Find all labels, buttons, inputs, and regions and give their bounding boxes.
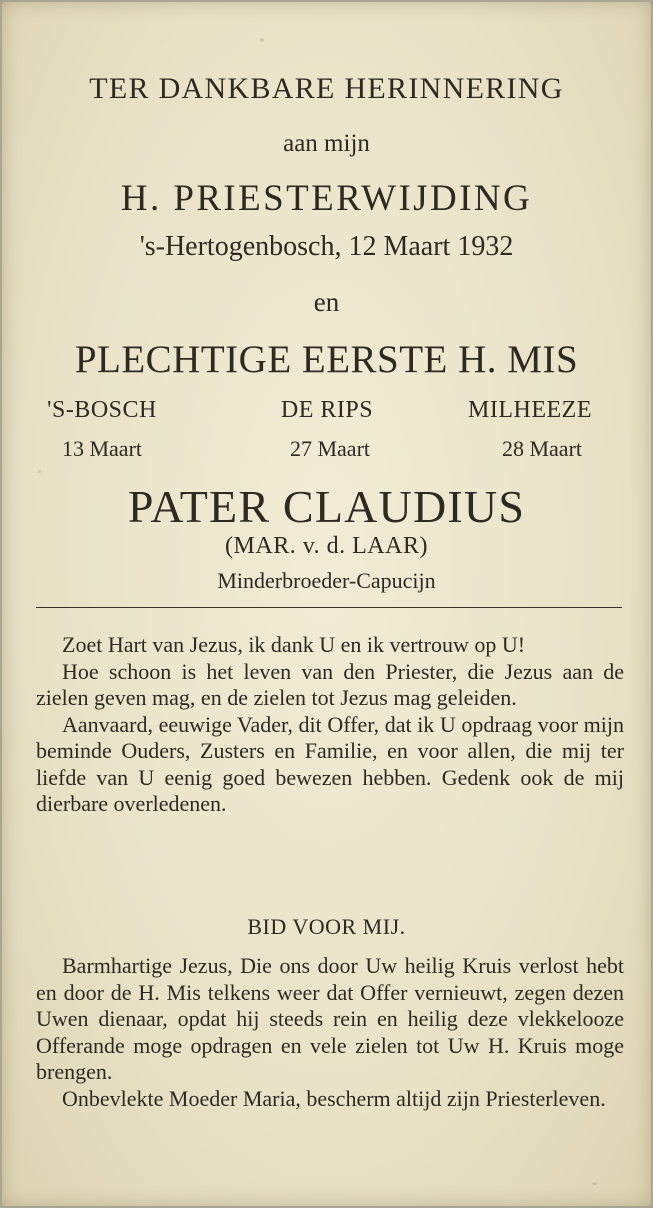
bid-voor-mij-heading: BID VOOR MIJ. <box>247 914 406 939</box>
prayer-paragraph: Aanvaard, eeuwige Vader, dit Offer, dat ik U opdraag voor mijn beminde Ouders, Zusters en Familie, en voor allen, die mij ter liefde van U eenig goed bewezen hebben. Gedenk ook de mij dierbare overledenen. <box>36 711 624 816</box>
memorial-card <box>2 2 651 1206</box>
paper-fleck <box>592 1182 597 1185</box>
divider <box>36 607 622 608</box>
mass-date-2: 27 Maart <box>289 436 371 461</box>
mass-date-3: 28 Maart <box>501 436 583 461</box>
priest-order: Minderbroeder-Capucijn <box>217 568 436 593</box>
mass-place-1: 'S-BOSCH <box>47 397 157 423</box>
priest-name: PATER CLAUDIUS <box>127 481 526 532</box>
prayer-paragraph: Barmhartige Jezus, Die ons door Uw heilig Kruis verlost hebt en door de H. Mis telkens weer dat Offer vernieuwt, zegen dezen Uwen dienaar, opdat hij steeds rein en heilig deze vlekkelooze Offerande moge opdragen en vele zielen tot Uw H. Kruis moge brengen. <box>36 953 624 1084</box>
mass-place-2: DE RIPS <box>280 397 374 423</box>
card-heading: TER DANKBARE HERINNERING <box>89 72 564 105</box>
paper-fleck <box>260 38 264 42</box>
prayer-paragraph: Hoe schoon is het leven van den Priester, die Jezus aan de zielen geven mag, en de zielen tot Jezus mag geleiden. <box>36 658 624 710</box>
mass-place-3: MILHEEZE <box>468 397 592 423</box>
ordination-place-date: 's-Hertogenbosch, 12 Maart 1932 <box>139 231 514 262</box>
prayer-block-2 <box>36 953 624 1112</box>
ordination-title: H. PRIESTERWIJDING <box>120 178 533 219</box>
dedication-line: aan mijn <box>283 130 370 157</box>
first-mass-title: PLECHTIGE EERSTE H. MIS <box>74 338 579 381</box>
prayer-paragraph: Zoet Hart van Jezus, ik dank U en ik vertrouw op U! <box>62 632 526 657</box>
prayer-block-1 <box>36 632 624 818</box>
mass-date-1: 13 Maart <box>61 436 143 461</box>
conjunction: en <box>313 287 340 317</box>
paper-fleck <box>38 470 41 473</box>
prayer-paragraph: Onbevlekte Moeder Maria, bescherm altijd zijn Priesterleven. <box>62 1085 606 1111</box>
priest-civil-name: (MAR. v. d. LAAR) <box>225 533 428 559</box>
